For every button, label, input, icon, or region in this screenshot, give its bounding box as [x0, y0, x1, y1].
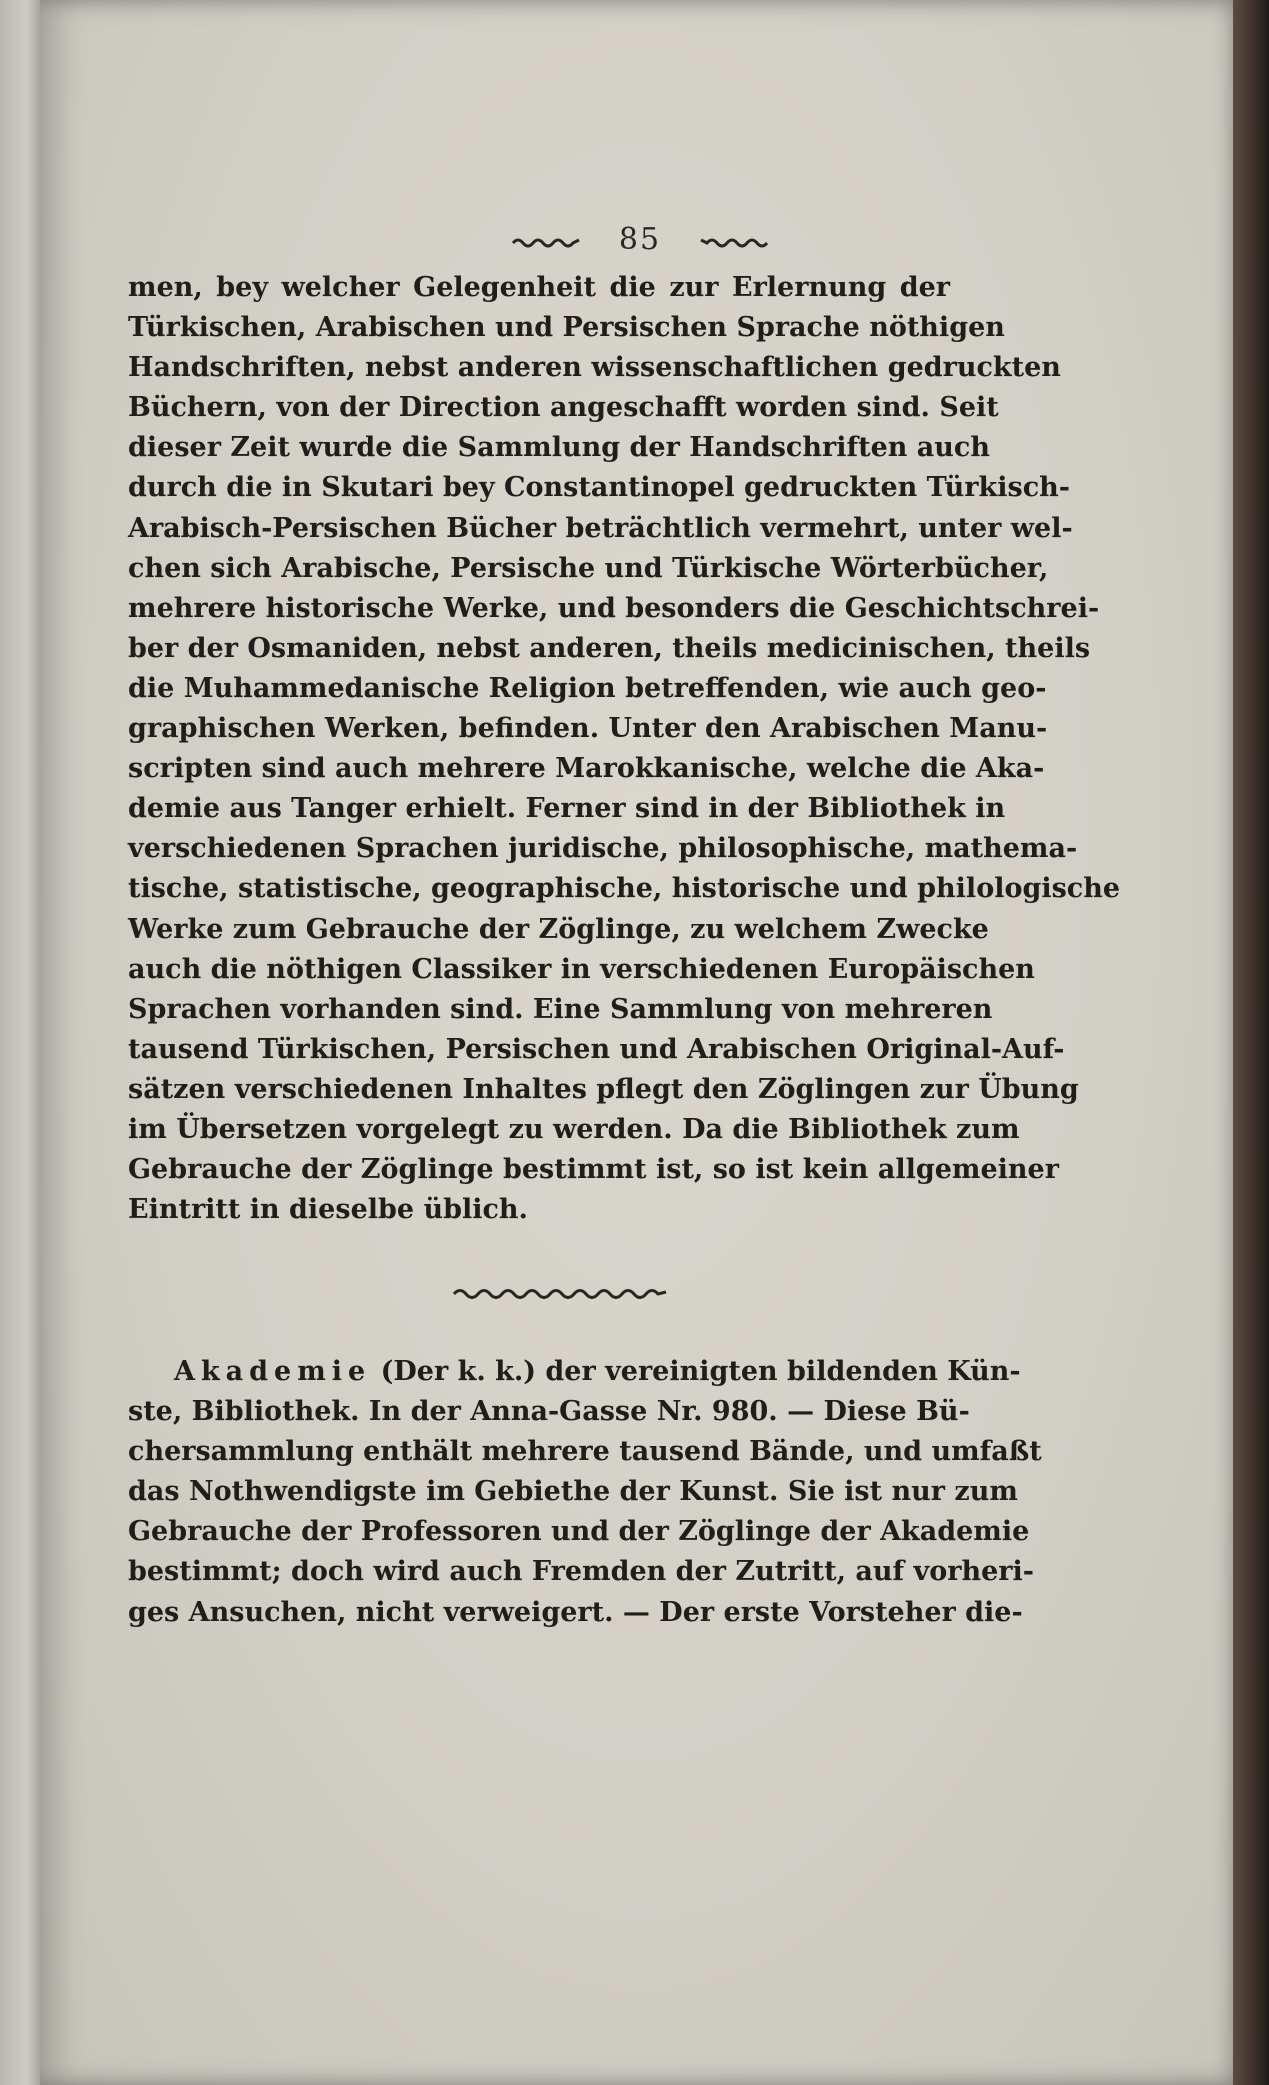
text-line: Türkischen, Arabischen und Persischen Sprache nöthigen — [128, 312, 1005, 344]
text-line: tische, statistische, geographische, historische und philologische — [128, 873, 1121, 905]
text-line: dieser Zeit wurde die Sammlung der Handschriften auch — [128, 432, 990, 464]
page-number: 85 — [618, 222, 662, 257]
text-line: sätzen verschiedenen Inhaltes pflegt den Zöglingen zur Übung — [128, 1073, 1079, 1105]
entry-heading-rest: (Der k. k.) der vereinigten bildenden Kün- — [371, 1356, 1021, 1387]
text-line: tausend Türkischen, Persischen und Arabischen Original-Auf- — [128, 1033, 1065, 1065]
text-line: ber der Osmaniden, nebst anderen, theils medicinischen, theils — [128, 632, 1091, 664]
text-line: die Muhammedanische Religion betreffenden, wie auch geo- — [128, 672, 1047, 704]
text-line: im Übersetzen vorgelegt zu werden. Da die Bibliothek zum — [128, 1113, 1020, 1145]
text-line: ste, Bibliothek. In der Anna-Gasse Nr. 980. — Diese Bü- — [128, 1396, 970, 1428]
paragraph-libraries-oriental — [128, 268, 1121, 1230]
text-line: Eintritt in dieselbe üblich. — [128, 1194, 528, 1226]
text-line: das Nothwendigste im Gebiethe der Kunst. Sie ist nur zum — [128, 1476, 1018, 1508]
text-line: Sprachen vorhanden sind. Eine Sammlung von mehreren — [128, 993, 993, 1025]
text-line: demie aus Tanger erhielt. Ferner sind in der Bibliothek in — [128, 793, 1006, 825]
text-line: Büchern, von der Direction angeschafft worden sind. Seit — [128, 392, 999, 424]
text-line: Gebrauche der Zöglinge bestimmt ist, so ist kein allgemeiner — [128, 1154, 1059, 1186]
page-header — [40, 222, 1240, 257]
book-page — [40, 0, 1240, 2085]
left-ornament — [511, 234, 581, 248]
text-line: Werke zum Gebrauche der Zöglinge, zu welchem Zwecke — [128, 913, 989, 945]
text-line: durch die in Skutari bey Constantinopel gedruckten Türkisch- — [128, 472, 1070, 504]
text-line: scripten sind auch mehrere Marokkanische, welche die Aka- — [128, 753, 1045, 785]
paragraph-akademie-library — [128, 1352, 1042, 1633]
text-line: graphischen Werken, befinden. Unter den Arabischen Manu- — [128, 713, 1048, 745]
text-line: auch die nöthigen Classiker in verschiedenen Europäischen — [128, 953, 1035, 985]
text-line: verschiedenen Sprachen juridische, philosophische, mathema- — [128, 833, 1078, 865]
text-line: chen sich Arabische, Persische und Türkische Wörterbücher, — [128, 552, 1049, 584]
text-line: Arabisch-Persischen Bücher beträchtlich vermehrt, unter wel- — [128, 512, 1073, 544]
book-right-edge — [1233, 0, 1269, 2085]
text-line: Gebrauche der Professoren und der Zöglinge der Akademie — [128, 1516, 1030, 1548]
text-line: bestimmt; doch wird auch Fremden der Zutritt, auf vorheri- — [128, 1556, 1034, 1588]
text-line: men, bey welcher Gelegenheit die zur Erlernung der — [128, 272, 950, 303]
text-line: mehrere historische Werke, und besonders die Geschichtschrei- — [128, 592, 1100, 624]
text-line: chersammlung enthält mehrere tausend Bände, und umfaßt — [128, 1436, 1042, 1468]
section-separator-ornament — [450, 1284, 670, 1300]
text-line — [128, 1352, 1021, 1392]
text-line: Handschriften, nebst anderen wissenschaftlichen gedruckten — [128, 352, 1061, 384]
entry-heading: Akademie — [174, 1356, 372, 1387]
text-line: ges Ansuchen, nicht verweigert. — Der erste Vorsteher die- — [128, 1596, 1023, 1628]
right-ornament — [699, 234, 769, 248]
